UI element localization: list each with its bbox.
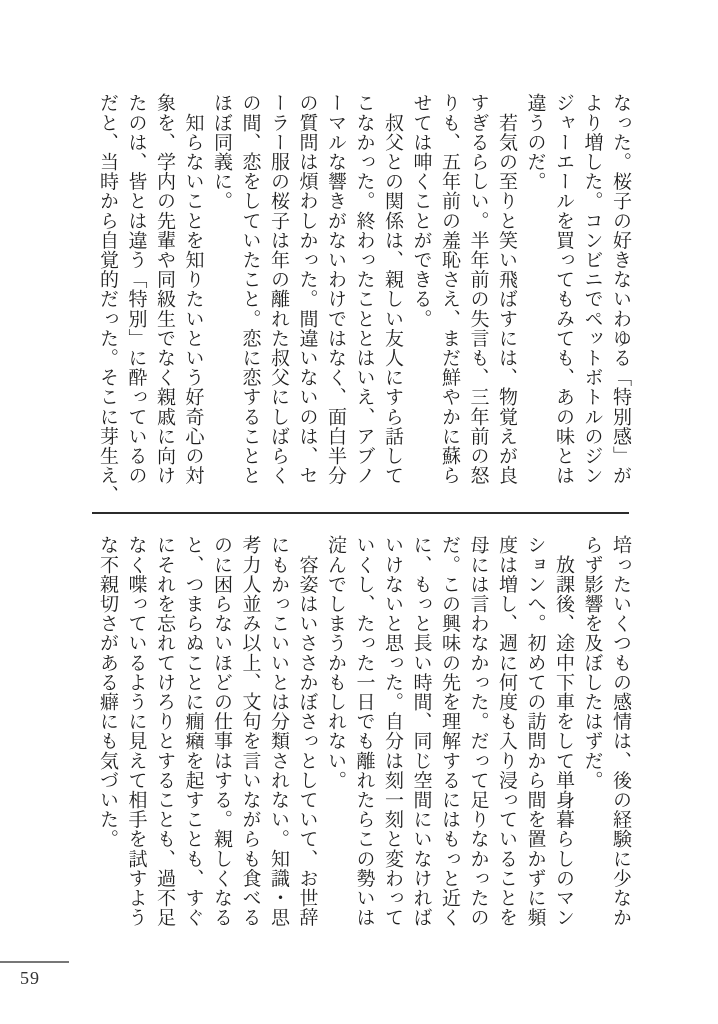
text-column: 淀んでしまうかもしれない。: [325, 535, 346, 790]
text-column: なった。桜子の好きないわゆる「特別感」が: [610, 93, 631, 485]
text-column: ジャーエールを買ってもみても、あの味とは: [553, 93, 574, 485]
text-column: の質問は煩わしかった。間違いないのは、セ: [296, 93, 318, 485]
text-column: 母には言わなかった。だって足りなかったの: [467, 535, 489, 927]
lower-text-block: [98, 535, 630, 927]
text-column: に、もっと長い時間、同じ空間にいなければ: [410, 535, 432, 927]
text-column: いくし、たった一日でも離れたらこの勢いは: [353, 535, 375, 927]
text-column: らず影響を及ぼしたはずだ。: [581, 535, 603, 790]
text-column: 容姿はいささかぼさっとしていて、お世辞: [296, 535, 318, 927]
text-column: ほぼ同義に。: [211, 93, 232, 211]
text-column: ーラー服の桜子は年の離れた叔父にしばらく: [268, 93, 289, 485]
text-column: にそれを忘れてけろりとすることも、過不足: [154, 535, 175, 927]
text-column: りも、五年前の羞恥さえ、まだ鮮やかに蘇ら: [439, 93, 460, 485]
text-column: たのは、皆とは違う「特別」に酔っているの: [125, 93, 147, 485]
text-column: なく喋っているように見えて相手を試すよう: [125, 535, 147, 927]
section-divider: [92, 512, 629, 514]
text-column: のに困らないほどの仕事はする。親しくなる: [211, 535, 232, 927]
text-column: ションへ。初めての訪問から間を置かずに頻: [524, 535, 546, 927]
text-column: の間、恋をしていたこと。恋に恋することと: [239, 93, 261, 485]
text-column: 考力人並み以上、文句を言いながらも食べる: [239, 535, 261, 927]
text-column: 若気の至りと笑い飛ばすには、物覚えが良: [496, 93, 517, 485]
text-column: ーマルな響きがないわけではなく、面白半分: [325, 93, 346, 485]
text-column: 度は増し、週に何度も入り浸っていることを: [496, 535, 517, 927]
text-column: 放課後、途中下車をして単身暮らしのマン: [553, 535, 574, 927]
page-number: 59: [20, 968, 40, 988]
text-column: 叔父との関係は、親しい友人にすら話して: [382, 93, 403, 485]
text-column: すぎるらしい。半年前の失言も、三年前の怒: [467, 93, 489, 485]
text-column: いけないと思った。自分は刻一刻と変わって: [382, 535, 403, 927]
text-column: 培ったいくつもの感情は、後の経験に少なか: [610, 535, 631, 927]
text-column: こなかった。終わったこととはいえ、アブノ: [353, 93, 375, 485]
text-column: 象を、学内の先輩や同級生でなく親戚に向け: [154, 93, 175, 485]
text-column: と、つまらぬことに癇癪を起すことも、すぐ: [182, 535, 204, 927]
text-column: 違うのだ。: [524, 93, 546, 191]
text-column: な不親切さがある癖にも気づいた。: [97, 535, 118, 849]
upper-text-block: [98, 93, 630, 505]
text-column: より増した。コンビニでペットボトルのジン: [581, 93, 603, 485]
folio-rule: [0, 961, 69, 963]
text-column: 知らないことを知りたいという好奇心の対: [182, 93, 204, 485]
text-column: せては呻くことができる。: [410, 93, 432, 329]
text-column: にもかっこいいとは分類されない。知識・思: [268, 535, 289, 927]
text-column: だ。この興味の先を理解するにはもっと近く: [439, 535, 460, 927]
text-column: だと、当時から自覚的だった。そこに芽生え、: [97, 93, 118, 505]
